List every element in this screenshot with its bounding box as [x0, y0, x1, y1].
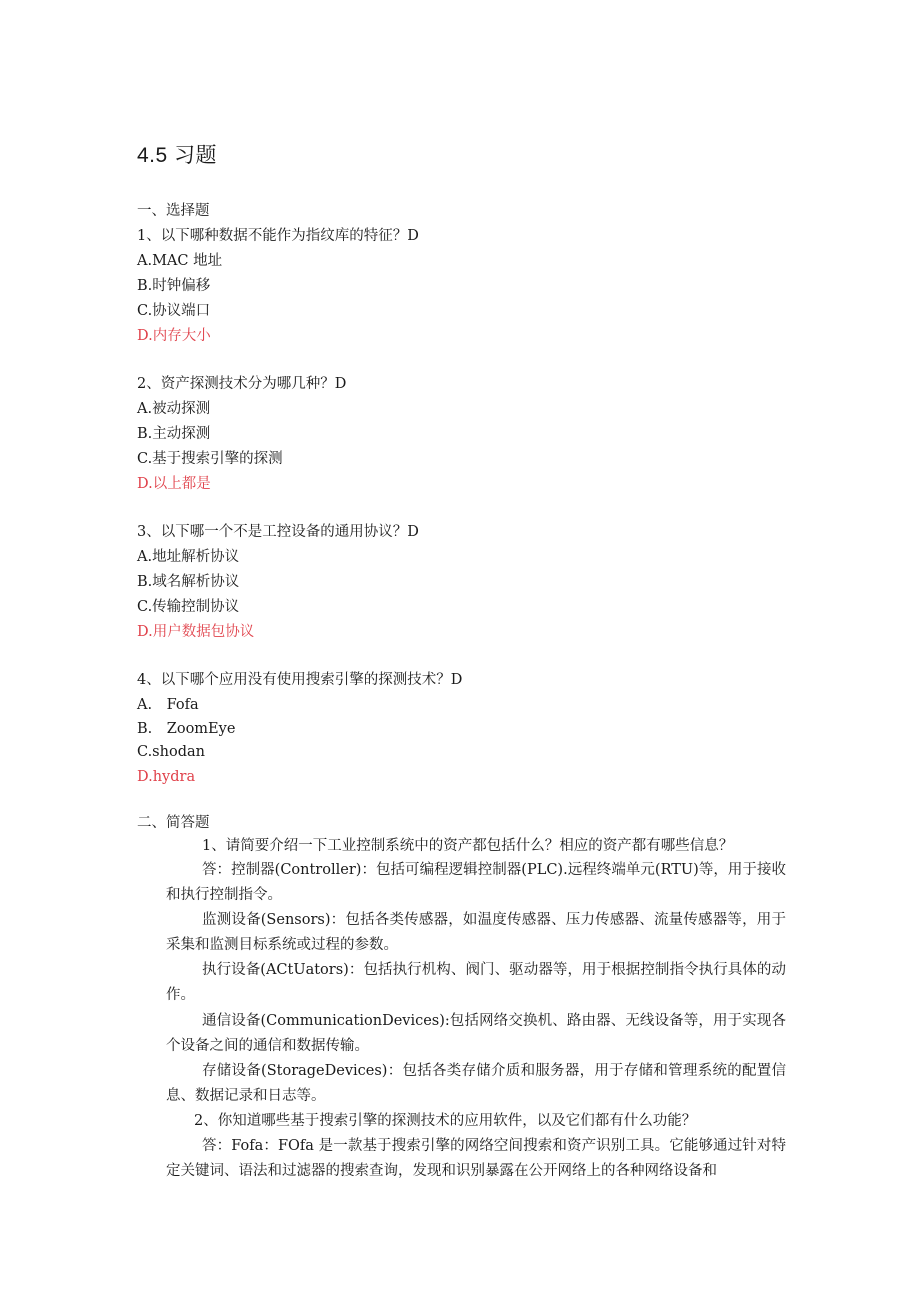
q3-option-b: B.域名解析协议 — [137, 574, 240, 590]
q3-option-c: C.传输控制协议 — [137, 599, 240, 615]
answer-paragraph-sensors: 监测设备(Sensors)：包括各类传感器，如温度传感器、压力传感器、流量传感器等，用于采集和监测目标系统或过程的参数。 — [166, 912, 786, 953]
answer-paragraph-communication: 通信设备(CommunicationDevices):包括网络交换机、路由器、无线设备等，用于实现各个设备之间的通信和数据传输。 — [166, 1013, 786, 1054]
answer-paragraph-actuators: 执行设备(ACtUators)：包括执行机构、阀门、驱动器等，用于根据控制指令执行具体的动作。 — [166, 962, 786, 1003]
answer-paragraph-controller: 答：控制器(Controller)：包括可编程逻辑控制器(PLC).远程终端单元(RTU)等，用于接收和执行控制指令。 — [166, 862, 786, 903]
q1-option-b: B.时钟偏移 — [137, 278, 211, 294]
question-2: 2、资产探测技术分为哪几种？D — [137, 376, 347, 392]
short-question-1: 1、请简要介绍一下工业控制系统中的资产都包括什么？相应的资产都有哪些信息？ — [202, 838, 734, 854]
q1-option-c: C.协议端口 — [137, 303, 211, 319]
q2-option-c: C.基于搜索引擎的探测 — [137, 451, 283, 467]
q2-option-a: A.被动探测 — [137, 401, 211, 417]
q2-option-d-answer: D.以上都是 — [137, 476, 211, 492]
section-heading-short-answer: 二、简答题 — [137, 815, 210, 831]
answer-paragraph-storage: 存储设备(StorageDevices)：包括各类存储介质和服务器，用于存储和管理系统的配置信息、数据记录和日志等。 — [166, 1063, 786, 1104]
q3-option-a: A.地址解析协议 — [137, 549, 240, 565]
q4-option-c: C.shodan — [137, 744, 205, 760]
q3-option-d-answer: D.用户数据包协议 — [137, 624, 255, 640]
q2-option-b: B.主动探测 — [137, 426, 211, 442]
short-question-2: 2、你知道哪些基于搜索引擎的探测技术的应用软件，以及它们都有什么功能？ — [194, 1113, 697, 1129]
answer-paragraph-fofa: 答：Fofa：FOfa 是一款基于搜索引擎的网络空间搜索和资产识别工具。它能够通过针对特定关键词、语法和过滤器的搜索查询，发现和识别暴露在公开网络上的各种网络设备和 — [166, 1138, 786, 1179]
question-1: 1、以下哪种数据不能作为指纹库的特征？D — [137, 228, 419, 244]
q4-option-d-answer: D.hydra — [137, 769, 196, 785]
page-title: 4.5 习题 — [137, 144, 218, 167]
question-3: 3、以下哪一个不是工控设备的通用协议？D — [137, 524, 419, 540]
q4-option-b: B. ZoomEye — [137, 721, 236, 737]
q4-option-a: A. Fofa — [137, 697, 199, 713]
question-4: 4、以下哪个应用没有使用搜索引擎的探测技术？D — [137, 672, 463, 688]
q1-option-d-answer: D.内存大小 — [137, 328, 211, 344]
section-heading-choice: 一、选择题 — [137, 203, 210, 219]
q1-option-a: A.MAC 地址 — [137, 253, 223, 269]
